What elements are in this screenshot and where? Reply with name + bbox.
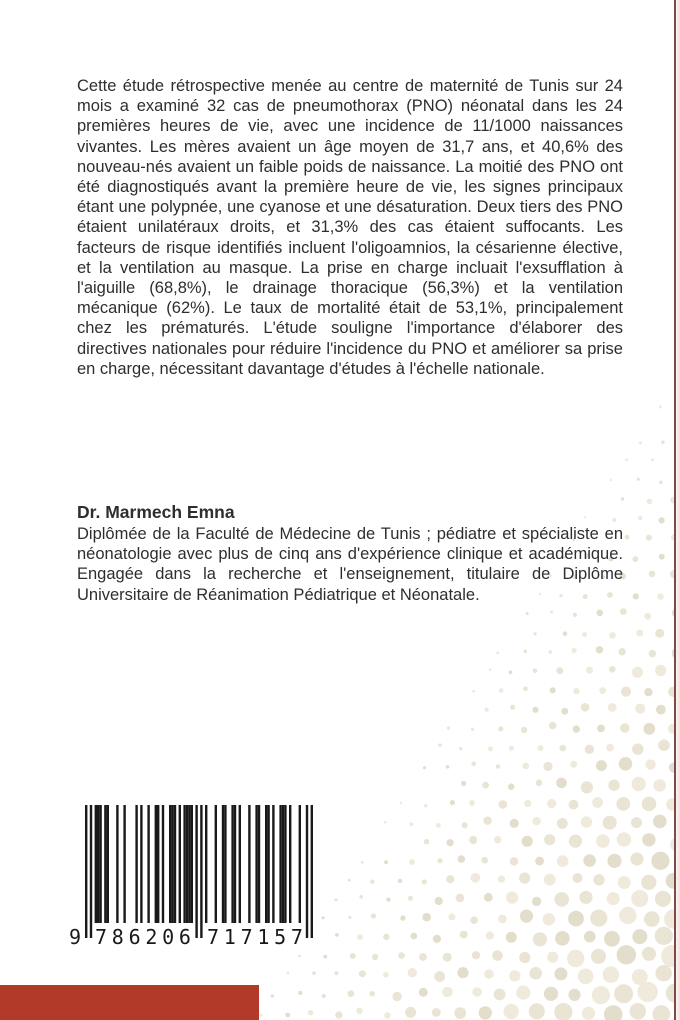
barcode-digits-right: 7 1 7 1 5 7 <box>207 925 303 949</box>
author-section <box>77 501 623 605</box>
isbn-barcode <box>69 805 313 949</box>
abstract-paragraph: Cette étude rétrospective menée au centre de maternité de Tunis sur 24 mois a examiné 32 cas de pneumothorax (PNO) néonatal dans les 24 premières heures de vie, avec une incidence de 11/1000 naissances vivantes. Les mères avaient un âge moyen de 31,7 ans, et 40,6% des nouveau-nés avaient un faible poids de naissance. La moitié des PNO ont été diagnostiqués avant la première heure de vie, les signes principaux étant une polypnée, une cyanose et une désaturation. Deux tiers des PNO étaient unilatéraux droits, et 31,3% des cas étaient suffocants. Les facteurs de risque identifiés incluent l'oligoamnios, la césarienne élective, et la ventilation au masque. La prise en charge incluait l'exsufflation à l'aiguille (68,8%), le drainage thoracique (56,3%) et la ventilation mécanique (62%). Le taux de mortalité était de 53,1%, principalement chez les prématurés. L'étude souligne l'importance d'élaborer des directives nationales pour réduire l'incidence du PNO et améliorer sa prise en charge, nécessitant davantage d'études à l'échelle nationale. <box>77 77 623 378</box>
author-bio: Diplômée de la Faculté de Médecine de Tunis ; pédiatre et spécialiste en néonatologie avec plus de cinq ans d'expérience clinique et académique. Engagée dans la recherche et l'enseignement, titulaire de Diplôme Universitaire de Réanimation Pédiatrique et Néonatale. <box>77 525 623 604</box>
barcode-bars <box>85 805 313 943</box>
bottom-red-bar <box>0 985 259 1020</box>
barcode-digits-left: 7 8 6 2 0 6 <box>95 925 191 949</box>
barcode-digit-first: 9 <box>69 925 82 949</box>
author-name: Dr. Marmech Emna <box>77 502 235 522</box>
right-edge-line <box>674 0 676 1020</box>
